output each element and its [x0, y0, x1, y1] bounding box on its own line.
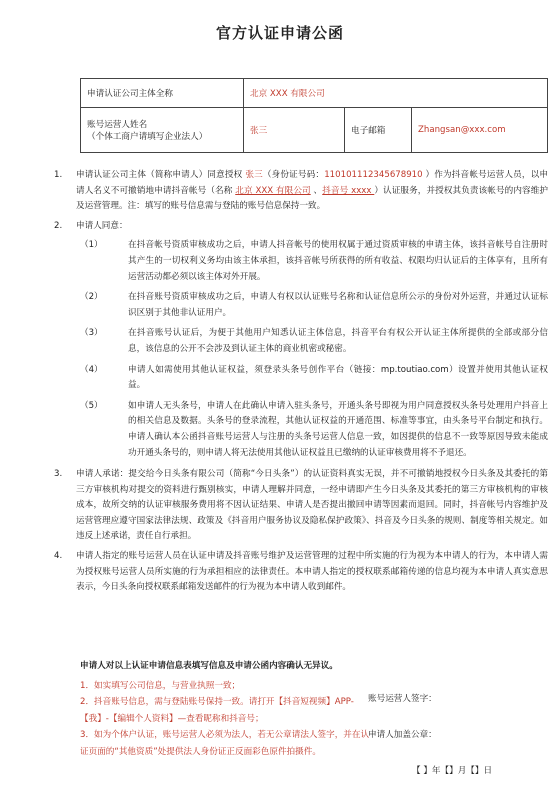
item-number: （2） [80, 292, 103, 303]
company-value: 北京 XXX 有限公司 [244, 79, 548, 108]
item-text: 如申请人无头条号，申请人在此确认申请入驻头条号，开通头条号即视为用户同意授权头条号处理用户抖音上的相关信息及数据。头条号的登录流程，其他认证权益的开通范围、标准等事宜，由头条号平台制定和执行。申请人确认本公函抖音账号运营人与注册的头条号运营人信息一致，如因提供的信息不一致等原因导致未能成功开通头条号的，则申请人将无法使用其他认证权益且已缴纳的认证审核费用将不予退还。 [128, 400, 548, 458]
note-item: 3．如为个体户认证，账号运营人必须为法人，若无公章请法人签字，并在认证页面的“其他资质”处提供法人身份证正反面彩色原件拍摄件。 [80, 730, 370, 757]
notes-section [80, 658, 550, 760]
operator-signature-label: 账号运营人签字： [368, 694, 437, 704]
item-number: （3） [80, 328, 103, 339]
paragraph-1 [54, 168, 548, 215]
p1-text-c: ）作为抖音帐号运营人员，以申请人名义不可撤销地申请抖音帐号（名称 [76, 170, 548, 196]
list-item [76, 399, 548, 461]
confirmation-statement: 申请人对以上认证申请信息表填写信息及申请公函内容确认无异议。 [80, 661, 338, 671]
id-number: 110101112345678910 [324, 170, 423, 180]
paragraph-number: 4. [54, 551, 63, 562]
note-item: 2．抖音账号信息，需与登陆账号保持一致。请打开【抖音短视频】APP-【我】-【编辑个人资料】—查看昵称和抖音号； [80, 697, 354, 724]
paragraph-number: 3. [54, 469, 63, 480]
company-label: 申请认证公司主体全称 [81, 79, 244, 108]
p1-text-b: （身份证号码： [262, 170, 325, 180]
paragraph-text: 申请人承诺：提交给今日头条有限公司（简称“今日头条”）的认证资料真实无误，并不可撤销地授权今日头条及其委托的第三方审核机构对提交的资料进行甄别核实，申请人理解并同意，一经申请即产生今日头条及其委托的第三方审核机构的审核成本，故所交纳的认证审核服务费用将不因认证结果、申请人是否提出撤回申请等因素而退回。同时，抖音帐号内容维护及运营管理应遵守国家法律法规、政策及《抖音用户服务协议及隐私保护政策》、抖音及今日头条的规则、制度等相关规定。如违反上述承诺，责任自行承担。 [76, 469, 548, 542]
paragraph-4 [54, 549, 548, 596]
page-title: 官方认证申请公函 [215, 24, 344, 42]
list-item [76, 238, 548, 285]
authorized-name: 张三 [245, 170, 263, 180]
operator-label: 账号运营人姓名 [87, 120, 148, 130]
list-item [76, 290, 548, 321]
p1-text-a: 申请认证公司主体（简称申请人）同意授权 [76, 170, 246, 180]
account-name: 北京 XXX 有限公司 [235, 185, 311, 196]
email-value: Zhangsan@xxx.com [412, 108, 548, 153]
p1-text-e: ）认证服务，并授权其负责该帐号的内容维护及运营管理。注：填写的账号信息需与登陆的账号信息保持一致。 [76, 185, 549, 212]
operator-value: 张三 [244, 108, 345, 153]
letter-body [54, 168, 548, 596]
list-item [76, 363, 548, 394]
table-row [81, 108, 548, 153]
item-text: 在抖音账号认证后，为便于其他用户知悉认证主体信息，抖音平台有权公开认证主体所提供的全部或部分信息，该信息的公开不会涉及到认证主体的商业机密或秘密。 [128, 328, 548, 354]
p1-text-d: 、 [310, 185, 323, 196]
paragraph-text: 申请人指定的账号运营人员在认证申请及抖音账号维护及运营管理的过程中所实施的行为视为本申请人的行为，本申请人需为授权账号运营人员所实施的行为承担相应的法律责任。本申请人指定的授权联系邮箱传递的信息均视为本申请人真实意思表示，今日头条向授权联系邮箱发送邮件的行为视为本申请人收到邮件。 [76, 551, 548, 593]
item-text: 在抖音帐号资质审核成功之后，申请人抖音帐号的使用权属于通过资质审核的申请主体，该抖音帐号自注册时其产生的一切权利义务均由该主体承担，该抖音帐号所获得的所有收益、权限均归认证后的主体享有，且所有运营活动都必须以该主体对外开展。 [128, 240, 548, 282]
item-text: 申请人如需使用其他认证权益，须登录头条号创作平台（链接：mp.toutiao.com）设置并使用其他认证权益。 [128, 364, 548, 391]
douyin-id: 抖音号 xxxx [322, 185, 375, 196]
paragraph-3 [54, 467, 548, 545]
paragraph-intro: 申请人同意： [76, 220, 128, 231]
email-label: 电子邮箱 [345, 108, 412, 153]
operator-label-cell [81, 108, 244, 153]
item-number: （4） [80, 364, 103, 375]
paragraph-number: 2. [54, 220, 63, 231]
item-number: （5） [80, 400, 103, 411]
company-seal-label: 申请人加盖公章： [368, 730, 437, 740]
item-number: （1） [80, 240, 103, 251]
item-text: 在抖音账号资质审核成功之后，申请人有权以认证账号名称和认证信息所公示的身份对外运营，并通过认证标识区别于其他非认证用户。 [128, 292, 548, 318]
paragraph-number: 1. [54, 170, 63, 180]
paragraph-2 [54, 219, 548, 235]
date-line: 【 】年【】月【】日 [412, 766, 493, 776]
operator-hint: （个体工商户请填写企业法人） [87, 132, 208, 142]
list-item [76, 326, 548, 357]
paragraph-text [76, 168, 548, 215]
table-row [81, 79, 548, 108]
note-item: 1．如实填写公司信息，与营业执照一致； [80, 680, 241, 691]
info-table [80, 78, 548, 153]
